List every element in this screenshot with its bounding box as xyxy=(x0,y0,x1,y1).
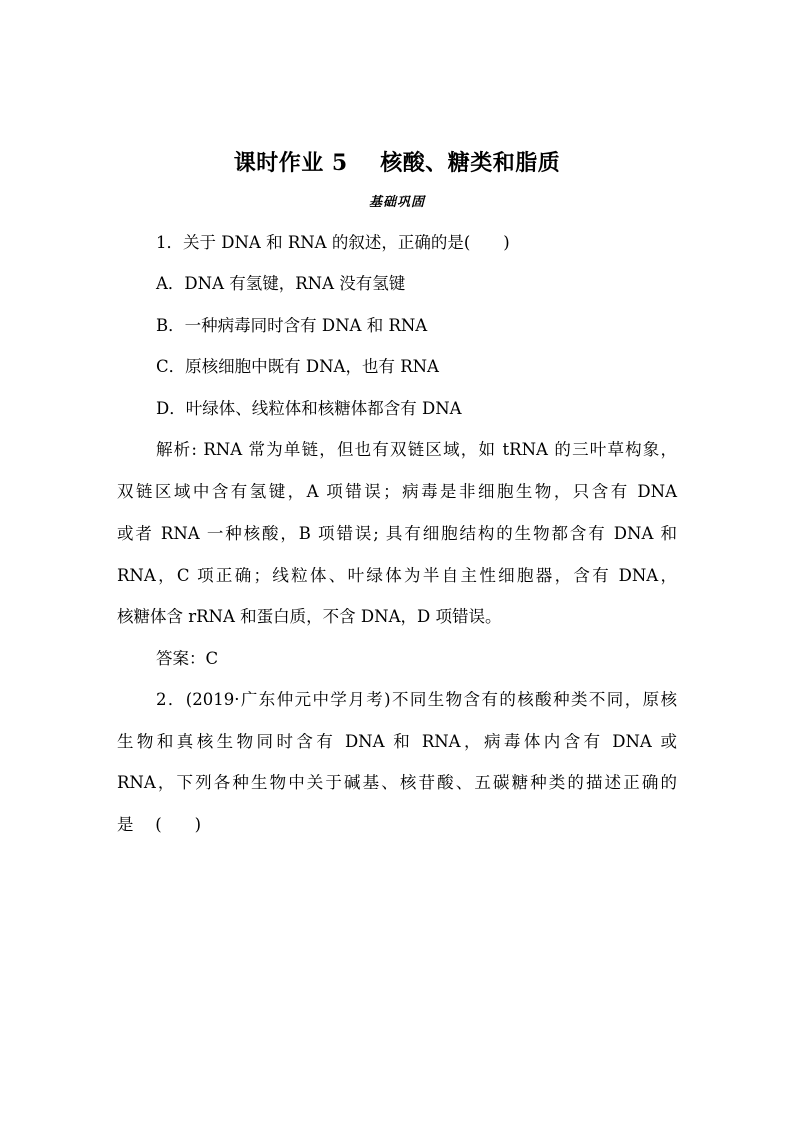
question-1-option-b: B．一种病毒同时含有 DNA 和 RNA xyxy=(156,316,428,335)
question-1-option-a: A．DNA 有氢键，RNA 没有氢键 xyxy=(156,274,406,293)
question-2-line: 生物和真核生物同时含有 DNA 和 RNA，病毒体内含有 DNA 或 xyxy=(117,732,677,751)
question-1-answer: 答案：C xyxy=(156,649,219,668)
question-1-analysis-line: 核糖体含 rRNA 和蛋白质，不含 DNA，D 项错误。 xyxy=(117,607,502,626)
page-title: 课时作业 5 核酸、糖类和脂质 xyxy=(233,150,561,176)
question-1-analysis-line: 解析: RNA 常为单链，但也有双链区域，如 tRNA 的三叶草构象， xyxy=(156,440,677,459)
question-1-option-d: D．叶绿体、线粒体和核糖体都含有 DNA xyxy=(156,399,462,418)
question-1-option-c: C．原核细胞中既有 DNA，也有 RNA xyxy=(156,357,439,376)
question-1-analysis-line: 或者 RNA 一种核酸，B 项错误; 具有细胞结构的生物都含有 DNA 和 xyxy=(117,524,677,543)
question-1-analysis-line: 双链区域中含有氢键，A 项错误；病毒是非细胞生物，只含有 DNA xyxy=(117,482,677,501)
question-2-line: 2．(2019·广东仲元中学月考)不同生物含有的核酸种类不同，原核 xyxy=(156,690,677,709)
question-2-line: RNA，下列各种生物中关于碱基、核苷酸、五碳糖种类的描述正确的 xyxy=(117,773,677,792)
question-2-line: 是 ( ) xyxy=(117,815,202,834)
question-1-stem: 1．关于 DNA 和 RNA 的叙述，正确的是( ) xyxy=(156,233,510,252)
question-1-analysis-line: RNA，C 项正确；线粒体、叶绿体为半自主性细胞器，含有 DNA， xyxy=(117,566,677,585)
section-label: 基础巩固 xyxy=(368,195,425,210)
